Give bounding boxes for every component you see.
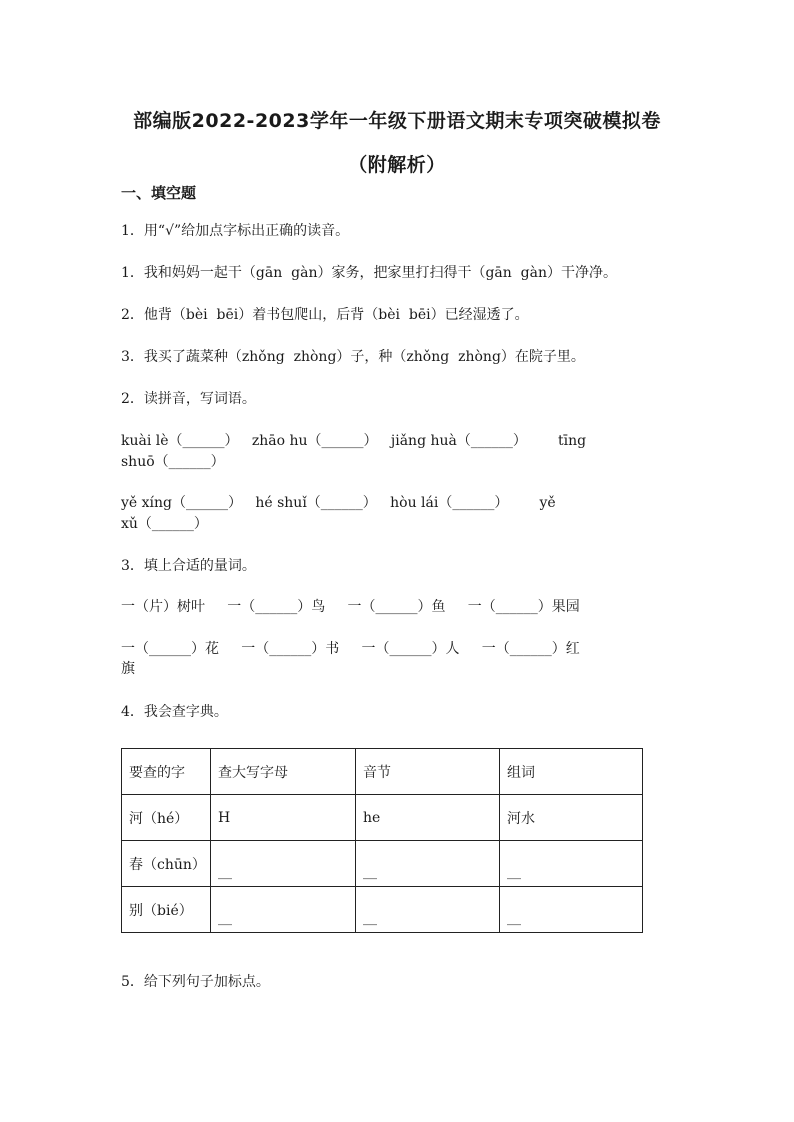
table-cell: he	[356, 795, 500, 841]
answer-blank[interactable]: __	[356, 841, 500, 887]
answer-blank[interactable]: __	[356, 887, 500, 933]
question-3-row-2: 一（______）花 一（______）书 一（______）人 一（______）红	[121, 641, 580, 657]
answer-blank[interactable]: __	[211, 887, 356, 933]
document-subtitle: （附解析）	[348, 154, 446, 176]
question-2-row-1: kuài lè（______） zhāo hu（______） jiǎng huà（______） tīng	[121, 433, 587, 449]
answer-blank[interactable]: __	[500, 887, 643, 933]
question-5-prompt: 5．给下列句子加标点。	[121, 974, 270, 990]
question-2-prompt: 2．读拼音，写词语。	[121, 391, 256, 407]
table-header-cell: 查大写字母	[211, 749, 356, 795]
document-title: 部编版2022-2023学年一年级下册语文期末专项突破模拟卷	[133, 110, 661, 132]
table-row	[122, 841, 643, 887]
table-cell: 别（bié）	[122, 887, 211, 933]
answer-blank[interactable]: __	[500, 841, 643, 887]
dictionary-table	[121, 748, 643, 933]
question-4-prompt: 4．我会查字典。	[121, 704, 228, 720]
question-3-prompt: 3．填上合适的量词。	[121, 558, 256, 574]
table-header-cell: 音节	[356, 749, 500, 795]
question-1-item-3: 3．我买了蔬菜种（zhǒng zhòng）子，种（zhǒng zhòng）在院子里。	[121, 349, 585, 365]
question-3-row-1: 一（片）树叶 一（______）鸟 一（______）鱼 一（______）果园	[121, 599, 580, 615]
question-2-row-2: yě xíng（______） hé shuǐ（______） hòu lái（______） yě	[121, 495, 556, 511]
table-cell: H	[211, 795, 356, 841]
table-cell: 河水	[500, 795, 643, 841]
answer-blank[interactable]: __	[211, 841, 356, 887]
table-row	[122, 795, 643, 841]
table-cell: 春（chūn）	[122, 841, 211, 887]
table-header-row	[122, 749, 643, 795]
question-1-item-1: 1．我和妈妈一起干（gān gàn）家务，把家里打扫得干（gān gàn）干净净。	[121, 265, 618, 281]
question-2-row-2-wrap: xǔ（______）	[121, 516, 208, 532]
question-1-prompt: 1．用“√”给加点字标出正确的读音。	[121, 223, 350, 239]
question-3-row-2-wrap: 旗	[121, 661, 135, 677]
section-heading-fill-in: 一、填空题	[121, 184, 197, 202]
question-1-item-2: 2．他背（bèi bēi）着书包爬山，后背（bèi bēi）已经湿透了。	[121, 307, 529, 323]
table-header-cell: 要查的字	[122, 749, 211, 795]
table-cell: 河（hé）	[122, 795, 211, 841]
table-header-cell: 组词	[500, 749, 643, 795]
question-2-row-1-wrap: shuō（______）	[121, 454, 225, 470]
table-row	[122, 887, 643, 933]
